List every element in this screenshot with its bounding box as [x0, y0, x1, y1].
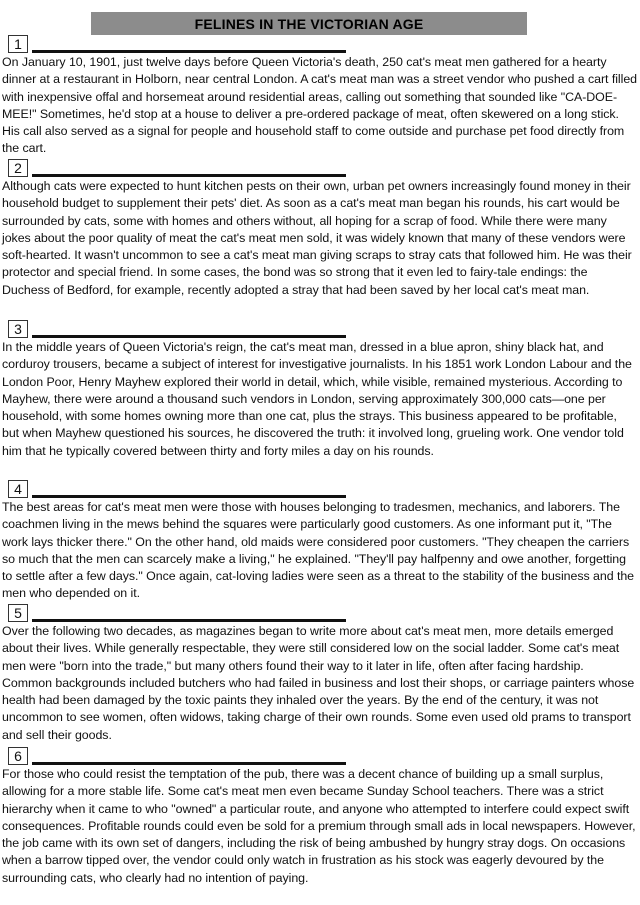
heading-answer-line[interactable]: [32, 174, 346, 177]
document-title: FELINES IN THE VICTORIAN AGE: [194, 15, 424, 32]
section-header: [2, 604, 637, 623]
section-5: [2, 604, 637, 744]
section-number-box: 2: [8, 159, 28, 177]
heading-answer-line[interactable]: [32, 495, 346, 498]
section-header: [2, 480, 637, 499]
section-number-box: 3: [8, 320, 28, 338]
paragraph: On January 10, 1901, just twelve days before Queen Victoria's death, 250 cat's meat men gathered for a hearty dinner at a restaurant in Holborn, near central London. A cat's meat man was a street vendor who pushed a cart filled with inexpensive offal and horsemeat around residential areas, calling out something that sounded like "CA-DOE-MEE!" Sometimes, he'd stop at a house to deliver a pre-ordered package of meat, often skewered on a long stick. His call also served as a signal for people and household staff to come outside and purchase pet food directly from the cart.: [2, 55, 638, 156]
section-2: [2, 159, 637, 299]
heading-answer-line[interactable]: [32, 50, 346, 53]
section-6: [2, 747, 637, 887]
section-3: [2, 320, 637, 460]
paragraph: In the middle years of Queen Victoria's reign, the cat's meat man, dressed in a blue apron, shiny black hat, and corduroy trousers, became a subject of interest for investigative journalists. In his 1851 work London Labour and the London Poor, Henry Mayhew explored their world in detail, which, while visible, remained mysterious. According to Mayhew, there were around a thousand such vendors in London, serving approximately 300,000 cats—one per household, with some homes owning more than one cat, plus the strays. This business appeared to be profitable, but when Mayhew questioned his sources, he discovered the truth: it involved long, grueling work. One vendor told him that he typically covered between thirty and forty miles a day on his rounds.: [2, 340, 632, 458]
paragraph: For those who could resist the temptation of the pub, there was a decent chance of building up a small surplus, allowing for a more stable life. Some cat's meat men even became Sunday School teachers. There was a strict hierarchy when it came to who "owned" a particular route, and anyone who attempted to interfere could expect swift consequences. Profitable rounds could even be sold for a premium through small ads in local newspapers. However, the job came with its own set of dangers, including the risk of being ambushed by hungry stray dogs. On occasions when a barrow tipped over, the vendor could only watch in frustration as his stock was eagerly devoured by the surrounding cats, who clearly had no intention of paying.: [2, 767, 636, 885]
heading-answer-line[interactable]: [32, 619, 346, 622]
paragraph: Over the following two decades, as magazines began to write more about cat's meat men, more details emerged about their lives. While generally respectable, they were still considered low on the social ladder. Some cat's meat men were "born into the trade," but many others found their way to it later in life, often after facing hardship. Common backgrounds included butchers who had failed in business and lost their shops, or carriage painters whose health had been damaged by the toxic paints they inhaled over the years. By the end of the century, it was not uncommon to see women, often widows, taking charge of their own rounds. Some even used old prams to transport and sell their goods.: [2, 624, 635, 742]
title-bar: [91, 12, 527, 35]
section-number-box: 1: [8, 35, 28, 53]
section-header: [2, 159, 637, 178]
paragraph: Although cats were expected to hunt kitchen pests on their own, urban pet owners increasingly found money in their household budget to supplement their pets' diet. As soon as a cat's meat man began his rounds, his cart would be surrounded by cats, some with homes and others without, all hoping for a scrap of food. While there were many jokes about the poor quality of meat the cat's meat men sold, it was widely known that many of these vendors were soft-hearted. It wasn't uncommon to see a cat's meat man giving scraps to stray cats that followed him. He was their protector and special friend. In some cases, the bond was so strong that it even led to fairy-tale endings: the Duchess of Bedford, for example, recently adopted a stray that had been saved by her local cat's meat man.: [2, 179, 632, 297]
heading-answer-line[interactable]: [32, 762, 346, 765]
heading-answer-line[interactable]: [32, 335, 346, 338]
section-4: [2, 480, 637, 603]
section-header: [2, 747, 637, 766]
section-number-box: 4: [8, 480, 28, 498]
paragraph: The best areas for cat's meat men were those with houses belonging to tradesmen, mechanics, and laborers. The coachmen living in the mews behind the squares were particularly good customers. As one informant put it, "The work lays thicker there." On the other hand, old maids were considered poor customers. "They cheapen the carriers so much that the men can scarcely make a living," he explained. "They'll pay halfpenny and owe another, forgetting to settle after a few days." Once again, cat-loving ladies were seen as a threat to the stability of the business and the men who depended on it.: [2, 500, 635, 601]
section-header: [2, 35, 637, 54]
section-header: [2, 320, 637, 339]
section-number-box: 6: [8, 747, 28, 765]
section-1: [2, 35, 637, 158]
section-number-box: 5: [8, 604, 28, 622]
